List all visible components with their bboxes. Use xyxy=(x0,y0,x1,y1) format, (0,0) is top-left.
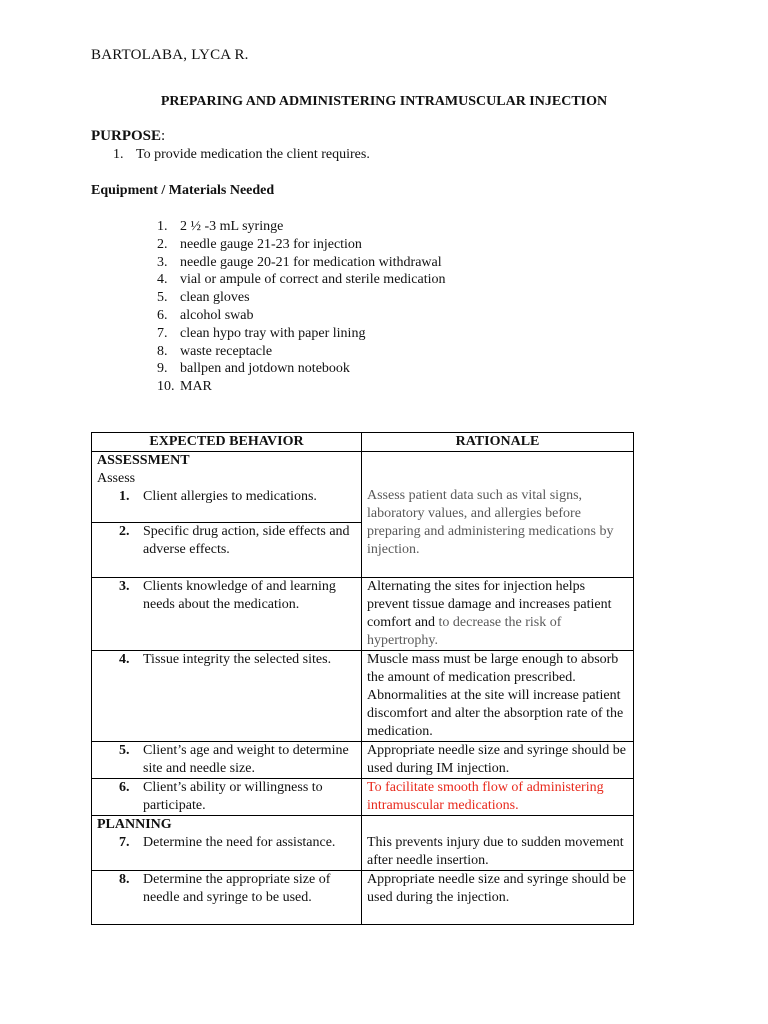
table-row xyxy=(92,651,634,742)
step-3: 3. Clients knowledge of and learning needs about the medication. xyxy=(119,579,336,612)
step-4: 4. Tissue integrity the selected sites. xyxy=(119,652,332,667)
rationale-cell: Muscle mass must be large enough to absorb the amount of medication prescribed. Abnormalities at the site will increase patient discomfort and alter the absorption rate of the medication. xyxy=(362,651,634,742)
rationale-cell: This prevents injury due to sudden movement after needle insertion. xyxy=(362,816,634,871)
behavior-cell xyxy=(92,779,362,816)
rationale-cell: Assess patient data such as vital signs, laboratory values, and allergies before preparing and administering medications by injection. xyxy=(362,452,634,578)
assess-label: Assess xyxy=(97,471,136,486)
behavior-cell xyxy=(92,871,362,925)
step-8: 8. Determine the appropriate size of needle and syringe to be used. xyxy=(119,872,331,905)
list-item: 6. alcohol swab xyxy=(157,307,254,323)
table-row xyxy=(92,452,634,523)
table-row xyxy=(92,816,634,871)
list-item: 8. waste receptacle xyxy=(157,343,273,359)
purpose-heading: PURPOSE: xyxy=(91,128,166,144)
list-item: 9. ballpen and jotdown notebook xyxy=(157,361,350,377)
step-5: 5. Client’s age and weight to determine site and needle size. xyxy=(119,743,349,776)
table-row xyxy=(92,871,634,925)
list-item: 7. clean hypo tray with paper lining xyxy=(157,325,366,341)
behavior-cell xyxy=(92,816,362,871)
list-item: 5. clean gloves xyxy=(157,290,250,306)
equipment-heading: Equipment / Materials Needed xyxy=(91,183,275,198)
table-row xyxy=(92,779,634,816)
section-planning: PLANNING xyxy=(97,817,172,832)
table-header-row xyxy=(92,433,634,452)
table-row xyxy=(92,742,634,779)
procedure-table xyxy=(91,432,634,925)
list-item: 4. vial or ampule of correct and sterile medication xyxy=(157,272,446,288)
step-1: 1. Client allergies to medications. xyxy=(119,489,317,504)
list-item: 1. 2 ½ -3 mL syringe xyxy=(157,219,284,234)
purpose-item: 1. To provide medication the client requires. xyxy=(113,147,370,162)
rationale-cell: Appropriate needle size and syringe should be used during the injection. xyxy=(362,871,634,925)
section-assessment: ASSESSMENT xyxy=(97,453,190,468)
behavior-cell xyxy=(92,523,362,578)
header-expected-behavior: EXPECTED BEHAVIOR xyxy=(92,433,362,452)
rationale-cell: Alternating the sites for injection helps prevent tissue damage and increases patient comfort and to decrease the risk of hypertrophy. xyxy=(362,578,634,651)
step-7: 7. Determine the need for assistance. xyxy=(119,835,336,850)
behavior-cell xyxy=(92,578,362,651)
document-title: PREPARING AND ADMINISTERING INTRAMUSCULAR INJECTION xyxy=(160,94,608,109)
step-2: 2. Specific drug action, side effects and adverse effects. xyxy=(119,524,350,557)
behavior-cell xyxy=(92,452,362,523)
equipment-list xyxy=(157,218,446,396)
list-item: 10. MAR xyxy=(157,379,212,395)
behavior-cell xyxy=(92,742,362,779)
list-item: 3. needle gauge 20-21 for medication withdrawal xyxy=(157,254,442,270)
author-name: BARTOLABA, LYCA R. xyxy=(91,47,249,63)
list-item: 2. needle gauge 21-23 for injection xyxy=(157,236,362,252)
rationale-cell: Appropriate needle size and syringe should be used during IM injection. xyxy=(362,742,634,779)
step-6: 6. Client’s ability or willingness to participate. xyxy=(119,780,323,813)
table-row xyxy=(92,578,634,651)
header-rationale: RATIONALE xyxy=(362,433,634,452)
behavior-cell xyxy=(92,651,362,742)
rationale-cell: To facilitate smooth flow of administering intramuscular medications. xyxy=(362,779,634,816)
